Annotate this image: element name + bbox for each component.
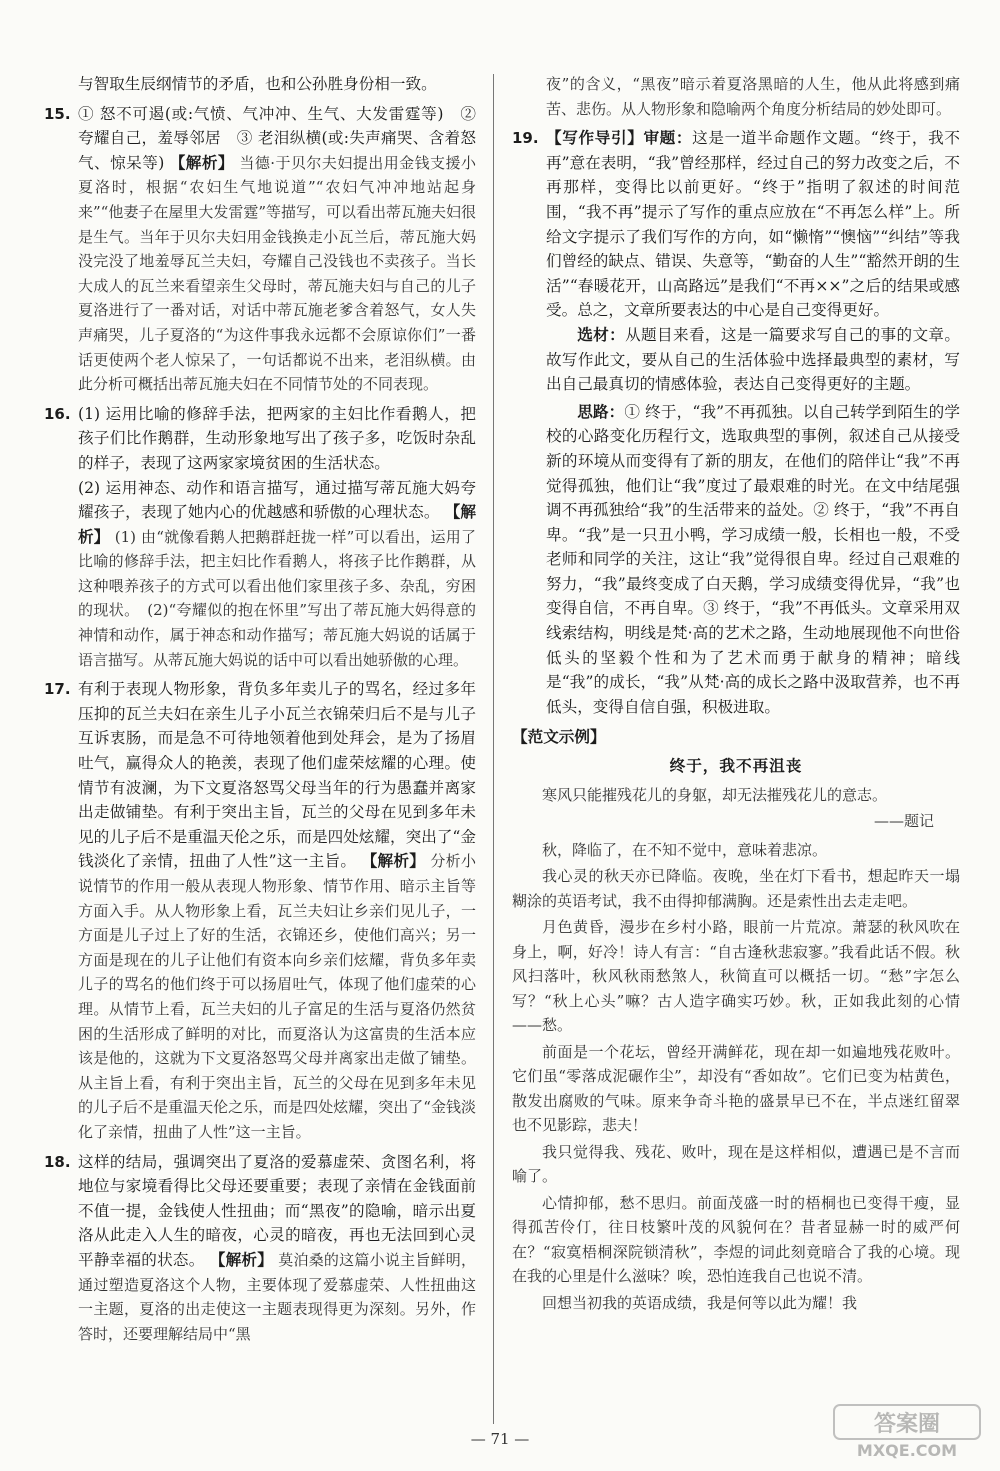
silu-paragraph	[546, 400, 960, 720]
silu-text: ① 终于，“我”不再孤独。以自己转学到陌生的学校的心路变化历程行文，选取典型的事例，叙述自己从接受新的环境从而变得有了新的朋友，在他们的陪伴让“我”不再觉得孤独，他们让“我”度过了最艰难的时光。在文中结尾强调不再孤独给“我”的生活带来的益处。② 终于，“我”不再自卑。“我”是一只丑小鸭，学习成绩一般，长相也一般，不受老师和同学的关注，这让“我”觉得很自卑。经过自己艰难的努力，“我”最终变成了白天鹅，学习成绩变得优异，“我”也变得自信，不再自卑。③ 终于，“我”不再低头。文章采用双线索结构，明线是梵·高的艺术之路，生动地展现他不向世俗低头的坚毅个性和为了艺术而勇于献身的精神；暗线是“我”的成长，“我”从梵·高的成长之路中汲取营养，也不再低头，变得自信自强，积极进取。	[546, 402, 960, 716]
essay-epigraph: 寒风只能摧残花儿的身躯，却无法摧残花儿的意志。	[542, 785, 888, 804]
question-17	[44, 677, 476, 1144]
analysis-tag: 【解析】	[361, 852, 426, 871]
analysis-text: 分析小说情节的作用一般从表现人物形象、情节作用、暗示主旨等方面入手。从人物形象上看，瓦兰夫妇让乡亲们见儿子，一方面是儿子过上了好的生活，衣锦还乡，使他们高兴；另一方面是现在的儿子让他们有资本向乡亲们炫耀，背负多年卖儿子的骂名的他们终于可以扬眉吐气，体现了他们虚荣的心理。从情节上看，瓦兰夫妇的儿子富足的生活与夏洛仍然贫困的生活形成了鲜明的对比，而夏洛认为这富贵的生活本应该是他的，这就为下文夏洛怒骂父母并离家出走做了铺垫。从主旨上看，有利于突出主旨，瓦兰的父母在见到多年未见的儿子后不是重温天伦之乐，而是四处炫耀，突出了“金钱淡化了亲情，扭曲了人性”这一主旨。	[78, 852, 476, 1141]
question-number: 15.	[44, 104, 71, 123]
essay-paragraph: 我心灵的秋天亦已降临。夜晚，坐在灯下看书，想起昨天一塌糊涂的英语考试，我不由得抑郁满胸。还是索性出去走走吧。	[512, 867, 960, 910]
answer-text: ① 怒不可遏(或:气愤、气冲冲、生气、大发雷霆等) ② 夸耀自己，羞辱邻居 ③ 老泪纵横(或:失声痛哭、含着怒气、惊呆等)	[78, 104, 476, 172]
writing-guide-tag: 【写作导引】	[546, 129, 644, 148]
q18-continuation: 夜”的含义，“黑夜”暗示着夏洛黑暗的人生，他从此将感到痛苦、悲伤。从人物形象和隐喻两个角度分析结局的妙处即可。	[546, 75, 960, 118]
page-number: — 71 —	[470, 1430, 530, 1448]
xuancai-label: 选材：	[577, 325, 626, 344]
question-number: 18.	[44, 1152, 71, 1171]
question-number: 19.	[512, 129, 539, 148]
question-16	[44, 402, 476, 673]
answer-text: 有利于表现人物形象，背负多年卖儿子的骂名，经过多年压抑的瓦兰夫妇在亲生儿子小瓦兰衣锦荣归后不是与儿子互诉衷肠，而是急不可待地领着他到处拜会，是为了扬眉吐气，赢得众人的艳羡，表现了他们虚荣炫耀的心理。使情节有波澜，为下文夏洛怒骂父母当年的行为愚蠢并离家出走做铺垫。有利于突出主旨，瓦兰的父母在见到多年未见的儿子后不是重温天伦之乐，而是四处炫耀，突出了“金钱淡化了亲情，扭曲了人性”这一主旨。	[78, 680, 476, 871]
essay-paragraph: 前面是一个花坛，曾经开满鲜花，现在却一如遍地残花败叶。它们虽“零落成泥碾作尘”，却没有“香如故”。它们已变为枯黄色，散发出腐败的气味。原来争奇斗艳的盛景早已不在，半点迷红留翠也不见影踪，悲夫！	[512, 1042, 960, 1135]
essay-paragraph: 秋，降临了，在不知不觉中，意味着悲凉。	[542, 840, 828, 859]
analysis-tag: 【解析】	[169, 153, 234, 172]
analysis-tag: 【解析】	[209, 1250, 274, 1269]
q14-continuation: 与智取生辰纲情节的矛盾，也和公孙胜身份相一致。	[78, 75, 437, 93]
xuancai-text: 从题目来看，这是一篇要求写自己的事的文章。故写作此文，要从自己的生活体验中选择最典型的素材，写出自己最真切的情感体验，表达自己变得更好的主题。	[546, 325, 960, 394]
question-number: 17.	[44, 680, 71, 699]
xuancai-paragraph	[546, 323, 960, 397]
question-15	[44, 102, 476, 397]
shenti-label: 审题：	[643, 129, 693, 148]
analysis-tag: 【解析】	[78, 503, 476, 546]
svg-text:MXQE.COM: MXQE.COM	[856, 1441, 958, 1460]
silu-label: 思路：	[577, 402, 625, 421]
essay-body	[512, 838, 960, 1316]
sample-essay-heading: 【范文示例】	[512, 728, 606, 747]
essay-paragraph: 回想当初我的英语成绩，我是何等以此为耀！我	[542, 1293, 858, 1312]
left-column	[44, 72, 476, 1351]
essay-title: 终于，我不再沮丧	[669, 757, 803, 776]
watermark-logo	[832, 1401, 982, 1461]
analysis-text: 莫泊桑的这篇小说主旨鲜明，通过塑造夏洛这个人物，主要体现了爱慕虚荣、人性扭曲这一主题，夏洛的出走使这一主题表现得更为深刻。另外，作答时，还要理解结局中“黑	[78, 1250, 476, 1343]
answer-text: 这样的结局，强调突出了夏洛的爱慕虚荣、贪图名利，将地位与家境看得比父母还要重要；表现了亲情在金钱面前不值一提，金钱使人性扭曲；而“黑夜”的隐喻，暗示出夏洛从此走入人生的暗夜，心灵的暗夜，再也无法回到心灵平静幸福的状态。	[78, 1152, 476, 1269]
answer-part-2: (2) 运用神态、动作和语言描写，通过描写蒂瓦施大妈夸耀孩子，表现了她内心的优越感和骄傲的心理状态。	[78, 478, 476, 522]
essay-paragraph: 我只觉得我、残花、败叶，现在是这样相似，遭遇已是不言而喻了。	[512, 1142, 960, 1186]
analysis-text: 当德·于贝尔夫妇提出用金钱支援小夏洛时，根据“农妇生气地说道”“农妇气冲冲地站起身来”“他妻子在屋里大发雷霆”等描写，可以看出蒂瓦施夫妇很是生气。当年于贝尔夫妇用金钱换走小瓦兰后，蒂瓦施大妈没完没了地羞辱瓦兰夫妇，夸耀自己没钱也不卖孩子。当长大成人的瓦兰来看望亲生父母时，蒂瓦施夫妇与自己的儿子夏洛进行了一番对话，对话中蒂瓦施老爹含着怒气，女人失声痛哭，儿子夏洛的“为这件事我永远都不会原谅你们”一番话更使两个老人惊呆了，一句话都说不出来，老泪纵横。由此分析可概括出蒂瓦施夫妇在不同情节处的不同表现。	[78, 153, 477, 394]
analysis-text: (1) 由“就像看鹅人把鹅群赶拢一样”可以看出，运用了比喻的修辞手法，把主妇比作看鹅人，将孩子比作鹅群，从这种喂养孩子的方式可以看出他们家里孩子多、杂乱，穷困的现状。 (2)“夸耀似的抱在怀里”写出了蒂瓦施大妈得意的神情和动作，属于神态和动作描写；蒂瓦施大妈说的话属于语言描写。从蒂瓦施大妈说的话中可以看出她骄傲的心理。	[78, 527, 476, 669]
essay-paragraph: 月色黄昏，漫步在乡村小路，眼前一片荒凉。萧瑟的秋风吹在身上，啊，好冷！诗人有言：“自古逢秋悲寂寥。”我看此话不假。秋风扫落叶，秋风秋雨愁煞人，秋简直可以概括一切。“愁”字怎么写？“秋上心头”嘛？古人造字确实巧妙。秋，正如我此刻的心情——愁。	[512, 918, 960, 1035]
svg-text:答案圈: 答案圈	[873, 1412, 941, 1437]
column-divider	[493, 74, 494, 1424]
right-column	[512, 72, 960, 1317]
answer-part-1: (1) 运用比喻的修辞手法，把两家的主妇比作看鹅人，把孩子们比作鹅群，生动形象地写出了孩子多，吃饭时杂乱的样子，表现了这两家家境贫困的生活状态。	[78, 404, 476, 472]
question-number: 16.	[44, 404, 71, 423]
epigraph-source: ——题记	[873, 812, 934, 831]
shenti-text: 这是一道半命题作文题。“终于，我不再”意在表明，“我”曾经那样，经过自己的努力改变之后，不再那样，变得比以前更好。“终于”指明了叙述的时间范围，“我不再”提示了写作的重点应放在“不再怎么样”上。所给文字提示了我们写作的方向，如“懒惰”“懊恼”“纠结”等我们曾经的缺点、错误、失意等，“勤奋的人生”“豁然开朗的生活”“春暖花开，山高路远”是我们“不再××”之后的结果或感受。总之，文章所要表达的中心是自己变得更好。	[546, 129, 960, 320]
question-19	[512, 126, 960, 719]
essay-paragraph: 心情抑郁，愁不思归。前面茂盛一时的梧桐也已变得干瘦，显得孤苦伶仃，往日枝繁叶茂的风貌何在？昔者显赫一时的威严何在？“寂寞梧桐深院锁清秋”，李煜的词此刻竟暗合了我的心境。现在我的心里是什么滋味？唉，恐怕连我自己也说不清。	[512, 1193, 960, 1286]
question-18	[44, 1150, 476, 1347]
